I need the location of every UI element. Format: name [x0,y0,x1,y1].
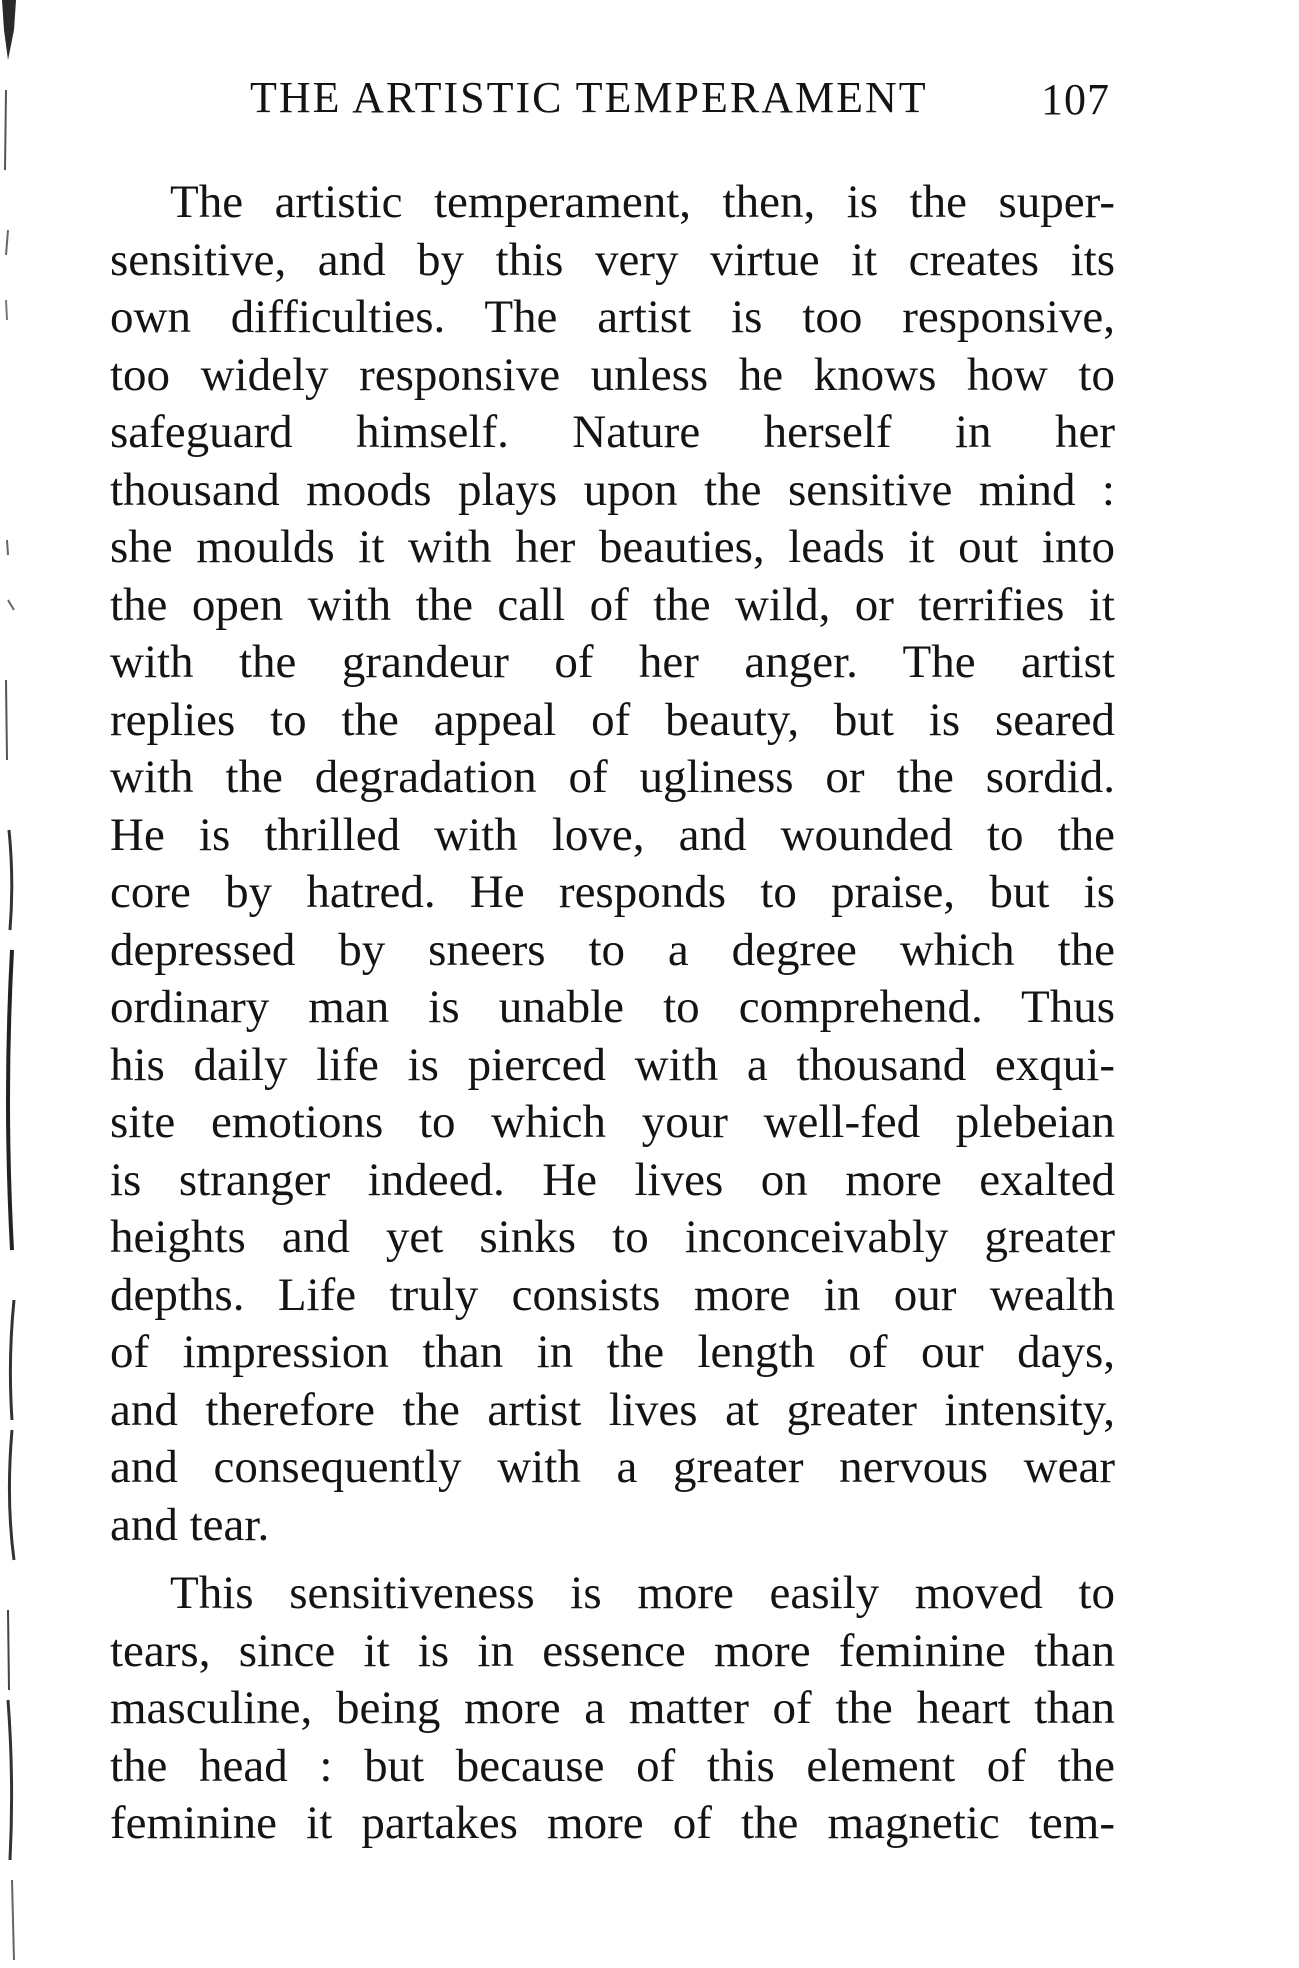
text-line: site emotions to which your well-fed plebeian [110,1096,1115,1148]
text-line: too widely responsive unless he knows how to [110,348,1115,401]
text-line: with the degradation of ugliness or the sordid. [110,751,1115,803]
text-line: heights and yet sinks to inconceivably greater [110,1211,1115,1263]
text-line: is stranger indeed. He lives on more exalted [110,1153,1115,1206]
text-line: and therefore the artist lives at greater intensity, [110,1383,1115,1436]
text-line: depressed by sneers to a degree which the [110,923,1115,976]
text-line: and consequently with a greater nervous wear [110,1441,1115,1493]
text-line: He is thrilled with love, and wounded to the [110,808,1115,861]
text-line: The artistic temperament, then, is the super- [170,176,1115,228]
binding-edge-marks [0,0,60,1968]
paragraph-gap [110,1554,1115,1565]
text-line: depths. Life truly consists more in our wealth [110,1268,1115,1321]
body-text [110,174,1115,1853]
text-line: of impression than in the length of our days, [110,1326,1115,1378]
text-line: feminine it partakes more of the magnetic tem- [110,1797,1115,1849]
text-line: his daily life is pierced with a thousand exqui- [110,1038,1115,1091]
paragraph [110,174,1115,1554]
text-line: the head : but because of this element of the [110,1739,1115,1792]
text-line: replies to the appeal of beauty, but is seared [110,693,1115,746]
text-line: masculine, being more a matter of the heart than [110,1682,1115,1734]
text-line: she moulds it with her beauties, leads it out into [110,521,1115,573]
running-title: THE ARTISTIC TEMPERAMENT [250,73,928,122]
text-line: tears, since it is in essence more feminine than [110,1624,1115,1677]
text-line: ordinary man is unable to comprehend. Thus [110,981,1115,1033]
text-line: with the grandeur of her anger. The artist [110,636,1115,688]
page-header [250,72,1110,132]
text-line: and tear. [110,1498,270,1551]
text-line: This sensitiveness is more easily moved to [170,1567,1115,1619]
text-line: core by hatred. He responds to praise, but is [110,866,1115,918]
text-line: thousand moods plays upon the sensitive mind : [110,463,1115,516]
text-line: own difficulties. The artist is too responsive, [110,291,1115,343]
text-line: safeguard himself. Nature herself in her [110,406,1115,458]
page-number: 107 [1041,75,1110,124]
paragraph [110,1565,1115,1853]
text-line: the open with the call of the wild, or terrifies it [110,578,1115,631]
text-line: sensitive, and by this very virtue it creates its [110,233,1115,286]
